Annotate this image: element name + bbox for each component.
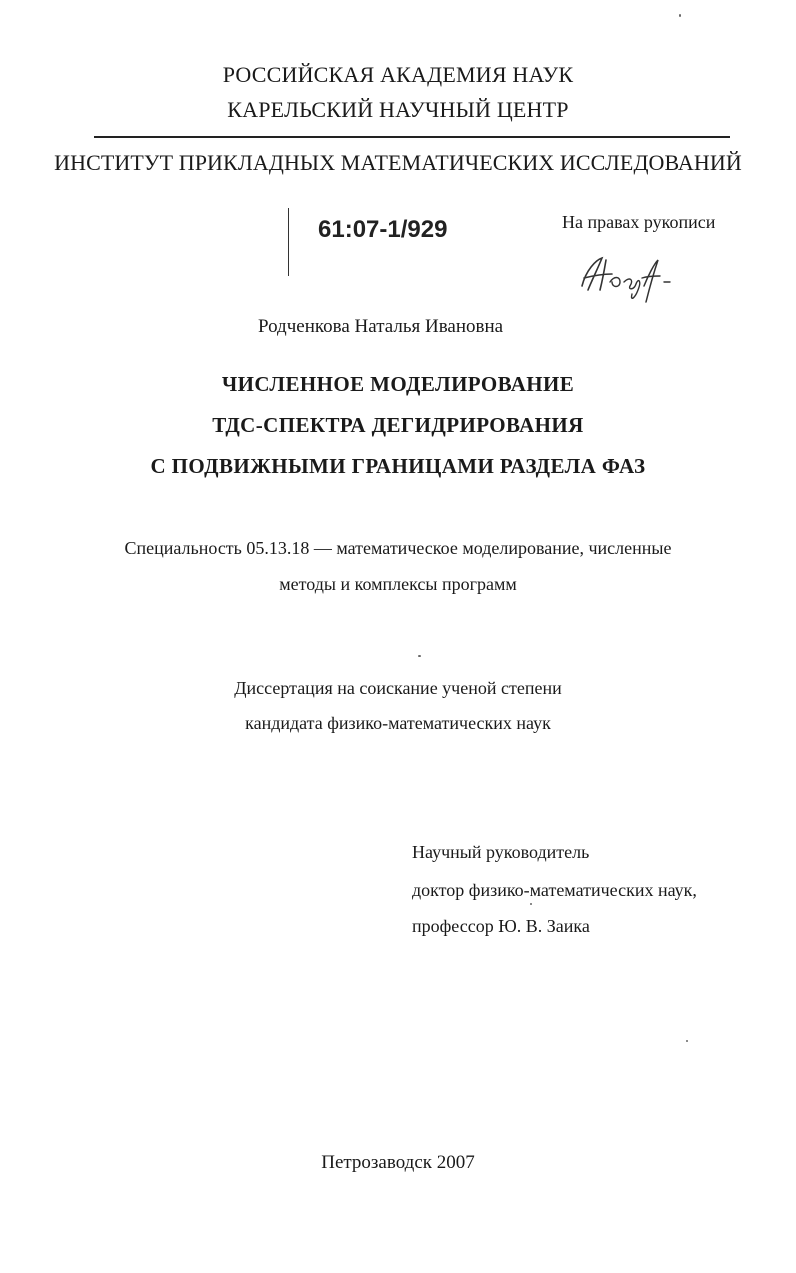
research-center-name: КАРЕЛЬСКИЙ НАУЧНЫЙ ЦЕНТР [227,97,569,122]
catalog-code: 61:07-1/929 [318,216,448,243]
title-line-2: ТДС-СПЕКТРА ДЕГИДРИРОВАНИЯ [212,413,584,437]
header-divider [94,136,730,138]
scan-speck [530,903,532,905]
title-line-3: С ПОДВИЖНЫМИ ГРАНИЦАМИ РАЗДЕЛА ФАЗ [150,454,646,478]
dissertation-line-2: кандидата физико-математических наук [245,713,551,733]
dissertation-line-1: Диссертация на соискание ученой степени [234,678,562,698]
academy-name: РОССИЙСКАЯ АКАДЕМИЯ НАУК [222,62,574,87]
specialty-line-1: Специальность 05.13.18 — математическое моделирование, численные [124,538,672,558]
supervisor-name: профессор Ю. В. Заика [412,916,590,936]
author-name: Родченкова Наталья Ивановна [258,316,504,337]
city-year: Петрозаводск 2007 [321,1152,475,1173]
scan-speck [679,14,681,17]
stamp-vertical-line [288,208,289,276]
scan-speck [686,1040,688,1042]
handwritten-signature [572,246,682,306]
title-line-1: ЧИСЛЕННОЕ МОДЕЛИРОВАНИЕ [221,372,575,396]
rights-note: На правах рукописи [562,212,716,232]
scan-speck [418,655,421,657]
supervisor-degree: доктор физико-математических наук, [412,880,697,900]
institute-name: ИНСТИТУТ ПРИКЛАДНЫХ МАТЕМАТИЧЕСКИХ ИССЛЕДОВАНИЙ [54,150,742,175]
specialty-line-2: методы и комплексы программ [279,574,517,594]
supervisor-role: Научный руководитель [412,842,590,862]
